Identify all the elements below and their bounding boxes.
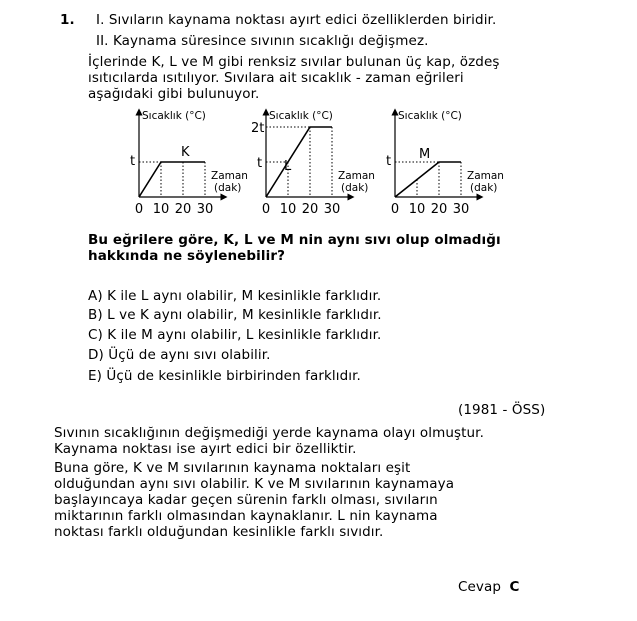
graph-L — [251, 110, 375, 217]
x-tick-label: 0 — [390, 202, 400, 217]
x-tick-label: 30 — [452, 202, 470, 217]
y-axis-label: Sıcaklık (°C) — [142, 110, 206, 122]
x-tick-label: 30 — [323, 202, 341, 217]
statement-1: I. Sıvıların kaynama noktası ayırt edici özelliklerden biridir. — [96, 12, 497, 28]
x-tick-label: 10 — [279, 202, 297, 217]
x-axis-label: Zaman — [338, 170, 375, 182]
curve-label: K — [181, 145, 190, 160]
temperature-time-graphs — [0, 0, 637, 230]
x-axis-unit: (dak) — [214, 182, 242, 194]
statement-2: II. Kaynama süresince sıvının sıcaklığı değişmez. — [96, 33, 429, 49]
question-number: 1. — [60, 12, 75, 28]
option-c[interactable]: C) K ile M aynı olabilir, L kesinlikle farklıdır. — [88, 327, 382, 343]
answer-label: Cevap — [458, 579, 502, 595]
x-tick-label: 10 — [152, 202, 170, 217]
solution-p1-line-1: Sıvının sıcaklığının değişmediği yerde kaynama olayı olmuştur. — [54, 425, 484, 441]
curve-L — [266, 127, 332, 197]
y-axis-label: Sıcaklık (°C) — [398, 110, 462, 122]
answer-value: C — [509, 579, 520, 595]
curve-label: M — [419, 147, 431, 162]
solution-p2-line-2: olduğundan aynı sıvı olabilir. K ve M sıvılarının kaynamaya — [54, 476, 455, 492]
intro-line-3: aşağıdaki gibi bulunuyor. — [88, 86, 260, 102]
y-tick-label: t — [257, 156, 263, 171]
option-d[interactable]: D) Üçü de aynı sıvı olabilir. — [88, 347, 271, 363]
x-tick-label: 20 — [174, 202, 192, 217]
x-tick-label: 20 — [301, 202, 319, 217]
option-a[interactable]: A) K ile L aynı olabilir, M kesinlikle farklıdır. — [88, 288, 382, 304]
solution-p1-line-2: Kaynama noktası ise ayırt edici bir özelliktir. — [54, 441, 357, 457]
x-tick-label: 20 — [430, 202, 448, 217]
solution-p2-line-3: başlayıncaya kadar geçen sürenin farklı olması, sıvıların — [54, 492, 438, 508]
curve-M — [395, 162, 461, 197]
solution-p2-line-5: noktası farklı olduğundan kesinlikle farklı sıvıdır. — [54, 524, 384, 540]
source-label: (1981 - ÖSS) — [458, 402, 546, 418]
intro-line-2: ısıtıcılarda ısıtılıyor. Sıvılara ait sıcaklık - zaman eğrileri — [88, 70, 464, 86]
x-tick-label: 0 — [261, 202, 271, 217]
curve-K — [139, 162, 205, 197]
x-tick-label: 10 — [408, 202, 426, 217]
x-axis-unit: (dak) — [341, 182, 369, 194]
x-tick-label: 0 — [134, 202, 144, 217]
y-tick-label: t — [130, 154, 136, 169]
x-axis-unit: (dak) — [470, 182, 498, 194]
prompt-line-2: hakkında ne söylenebilir? — [88, 248, 286, 264]
prompt-line-1: Bu eğrilere göre, K, L ve M nin aynı sıvı olup olmadığı — [88, 232, 501, 248]
graph-M — [386, 110, 504, 217]
answer — [458, 579, 520, 595]
curve-label: L — [284, 159, 292, 174]
graph-K — [130, 110, 248, 217]
option-e[interactable]: E) Üçü de kesinlikle birbirinden farklıdır. — [88, 368, 361, 384]
y-tick-label: t — [386, 154, 392, 169]
x-axis-label: Zaman — [211, 170, 248, 182]
x-axis-label: Zaman — [467, 170, 504, 182]
y-tick-label: 2t — [251, 121, 265, 136]
solution-p2-line-1: Buna göre, K ve M sıvılarının kaynama noktaları eşit — [54, 460, 411, 476]
solution-p2-line-4: miktarının farklı olmasından kaynaklanır. L nin kaynama — [54, 508, 438, 524]
option-b[interactable]: B) L ve K aynı olabilir, M kesinlikle farklıdır. — [88, 307, 382, 323]
y-axis-label: Sıcaklık (°C) — [269, 110, 333, 122]
intro-line-1: İçlerinde K, L ve M gibi renksiz sıvılar bulunan üç kap, özdeş — [88, 54, 500, 70]
x-tick-label: 30 — [196, 202, 214, 217]
